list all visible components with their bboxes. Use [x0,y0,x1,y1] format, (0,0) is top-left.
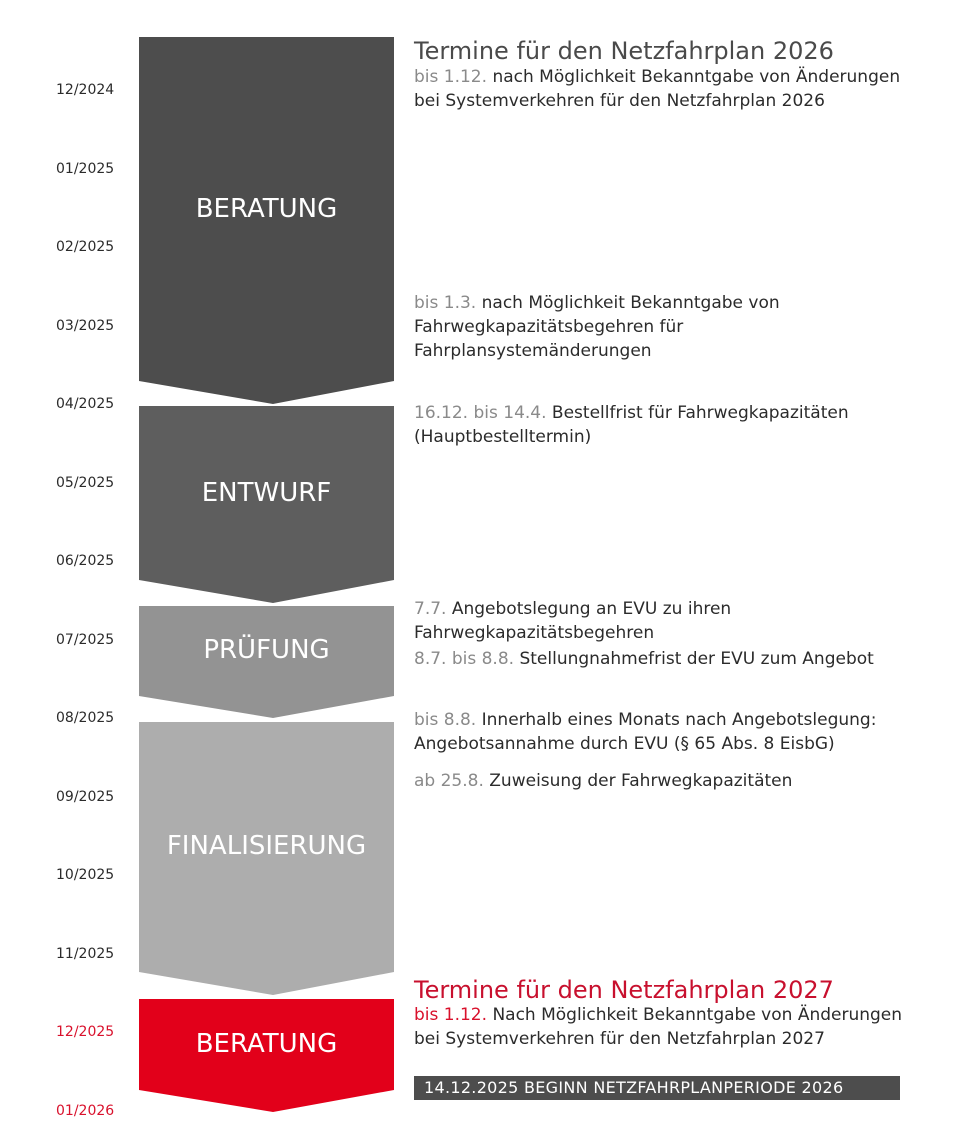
entry-text: Innerhalb eines Monats nach Angebotslegung: Angebotsannahme durch EVU (§ 65 Abs. 8 EisbG) [414,710,877,754]
timeline-entry [414,647,914,671]
phase-label-beratung-2027: BERATUNG [195,1029,338,1059]
month-label: 06/2025 [56,553,115,569]
month-label: 02/2025 [56,239,115,255]
phase-label-pruefung: PRÜFUNG [203,635,330,665]
entry-text: Angebotslegung an EVU zu ihren Fahrwegkapazitätsbegehren [414,599,732,643]
month-label: 10/2025 [56,867,115,883]
month-label: 09/2025 [56,789,115,805]
month-label: 01/2025 [56,161,115,177]
heading-netzfahrplan-2026: Termine für den Netzfahrplan 2026 [414,37,834,65]
entry-date: ab 25.8. [414,771,484,791]
phase-label-finalisierung: FINALISIERUNG [166,831,367,861]
month-label: 07/2025 [56,632,115,648]
month-label: 12/2024 [56,82,115,98]
month-label: 08/2025 [56,710,115,726]
month-label: 01/2026 [56,1103,115,1119]
entry-text: nach Möglichkeit Bekanntgabe von Änderungen bei Systemverkehren für den Netzfahrplan 2026 [414,67,901,111]
entry-date: 16.12. bis 14.4. [414,403,547,423]
timeline-entry [414,401,914,449]
entry-date: 8.7. bis 8.8. [414,649,515,669]
entry-date: bis 8.8. [414,710,477,730]
entry-date: 7.7. [414,599,447,619]
timeline-entry [414,597,914,645]
phase-label-beratung: BERATUNG [195,194,338,224]
month-label: 12/2025 [56,1024,115,1040]
timeline-entry [414,769,914,793]
entry-text: Zuweisung der Fahrwegkapazitäten [489,771,793,791]
month-label: 04/2025 [56,396,115,412]
entry-date: bis 1.12. [414,1005,488,1025]
month-label: 03/2025 [56,318,115,334]
entry-text: Stellungnahmefrist der EVU zum Angebot [519,649,874,669]
entry-date: bis 1.12. [414,67,488,87]
entry-text: Bestellfrist für Fahrwegkapazitäten (Hauptbestelltermin) [414,403,849,447]
timeline-entry [414,708,914,756]
entry-text: Nach Möglichkeit Bekanntgabe von Änderungen bei Systemverkehren für den Netzfahrplan 2027 [414,1005,903,1049]
entry-text: nach Möglichkeit Bekanntgabe von Fahrwegkapazitätsbegehren für Fahrplansystemänderungen [414,293,780,361]
entry-date: bis 1.3. [414,293,477,313]
phase-label-entwurf: ENTWURF [201,478,332,508]
month-label: 05/2025 [56,475,115,491]
timeline-entry [414,291,914,363]
timeline-entry [414,65,914,113]
heading-netzfahrplan-2027: Termine für den Netzfahrplan 2027 [414,976,834,1004]
month-label: 11/2025 [56,946,115,962]
period-start-banner: 14.12.2025 BEGINN NETZFAHRPLANPERIODE 2026 [414,1076,900,1100]
timeline-entry [414,1003,914,1051]
